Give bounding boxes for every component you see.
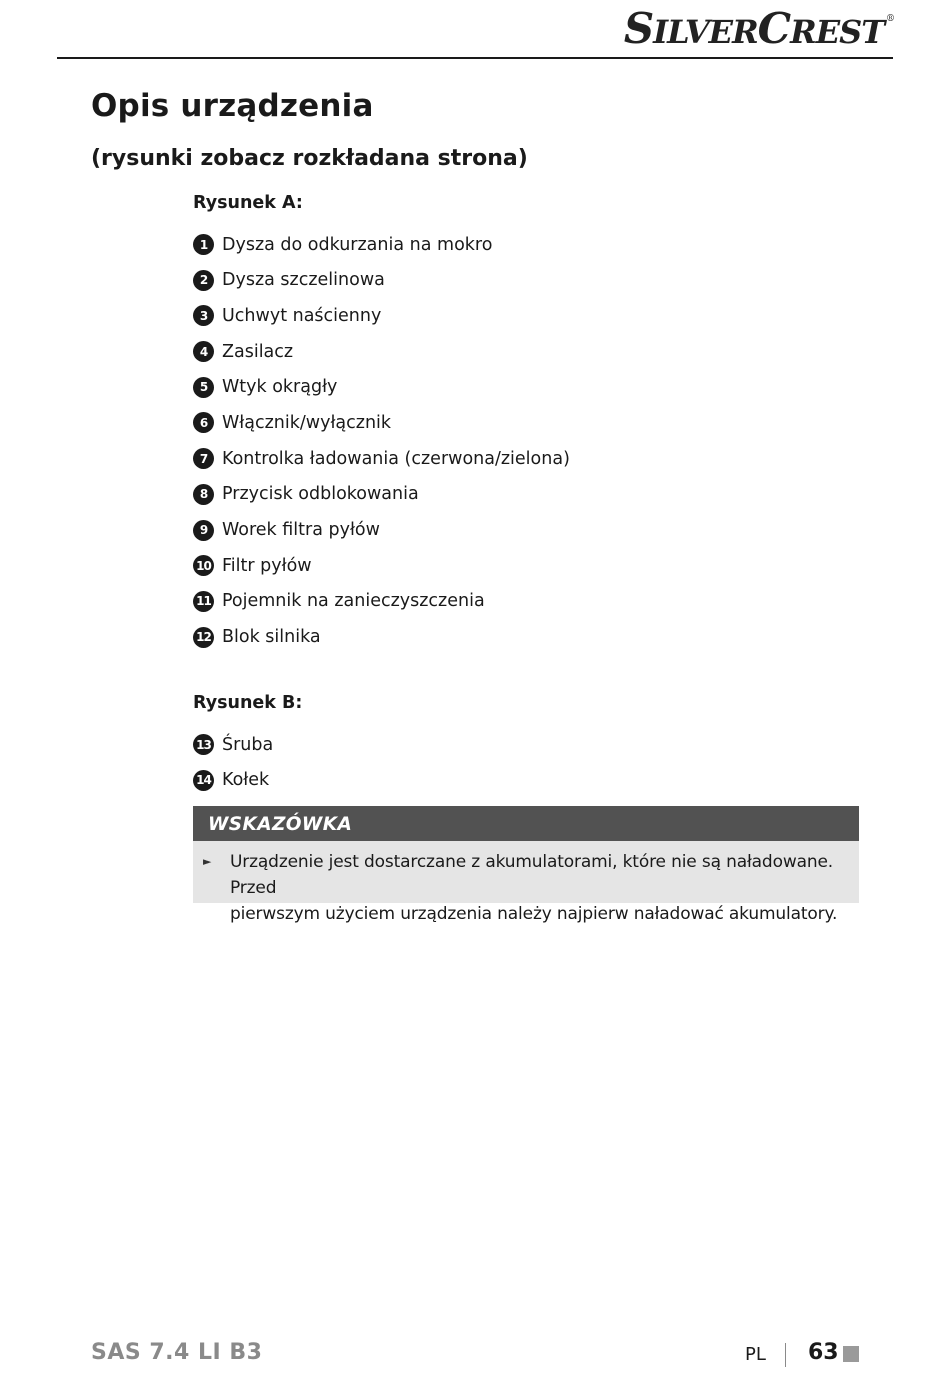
page-subtitle: (rysunki zobacz rozkładana strona) [91, 146, 528, 171]
part-number-badge: 3 [193, 305, 214, 326]
part-label: Dysza do odkurzania na mokro [222, 234, 493, 255]
list-item [193, 584, 570, 620]
part-label: Kontrolka ładowania (czerwona/zielona) [222, 448, 570, 469]
triangle-bullet-icon: ► [203, 855, 212, 868]
part-number-badge: 12 [193, 627, 214, 648]
part-number-badge: 8 [193, 484, 214, 505]
note-text-line: pierwszym użyciem urządzenia należy najpierw naładować akumulatory. [230, 904, 838, 924]
brand-logo-letter: S [623, 4, 654, 53]
part-number-badge: 13 [193, 734, 214, 755]
part-label: Wtyk okrągły [222, 377, 338, 398]
list-item [193, 298, 570, 334]
brand-logo-letters: ILVER [653, 13, 758, 51]
part-number-badge: 10 [193, 555, 214, 576]
list-item [193, 548, 570, 584]
note-box [193, 806, 859, 924]
part-number-badge: 9 [193, 520, 214, 541]
list-item [193, 727, 302, 763]
page-title: Opis urządzenia [91, 88, 374, 124]
part-number-badge: 7 [193, 448, 214, 469]
registered-mark: ® [886, 14, 894, 24]
figure-a-section [193, 191, 570, 655]
part-label: Worek filtra pyłów [222, 520, 380, 541]
footer-language: PL [745, 1344, 766, 1365]
part-number-badge: 14 [193, 770, 214, 791]
part-label: Blok silnika [222, 627, 321, 648]
note-title: WSKAZÓWKA [193, 806, 859, 841]
brand-logo-letters: REST [790, 13, 884, 51]
part-number-badge: 6 [193, 412, 214, 433]
part-number-badge: 1 [193, 234, 214, 255]
figure-b-section [193, 691, 302, 798]
brand-logo [623, 4, 894, 53]
footer-separator [785, 1343, 786, 1367]
figure-b-parts-list [193, 727, 302, 798]
list-item [193, 369, 570, 405]
figure-b-title: Rysunek B: [193, 693, 303, 713]
list-item [193, 762, 302, 798]
part-number-badge: 5 [193, 377, 214, 398]
part-label: Kołek [222, 770, 270, 791]
figure-a-title: Rysunek A: [193, 193, 303, 213]
header-divider [57, 57, 893, 59]
footer-model: SAS 7.4 LI B3 [91, 1340, 263, 1365]
part-label: Włącznik/wyłącznik [222, 412, 392, 433]
list-item [193, 262, 570, 298]
list-item [193, 441, 570, 477]
part-number-badge: 2 [193, 270, 214, 291]
part-label: Zasilacz [222, 341, 294, 362]
list-item [193, 227, 570, 263]
part-label: Uchwyt naścienny [222, 305, 382, 326]
figure-a-parts-list [193, 227, 570, 655]
list-item [193, 512, 570, 548]
list-item [193, 619, 570, 655]
page-number: 63 [808, 1340, 839, 1365]
note-body [193, 841, 859, 927]
part-number-badge: 4 [193, 341, 214, 362]
brand-logo-letter: C [757, 4, 791, 53]
part-label: Śruba [222, 734, 274, 755]
part-label: Filtr pyłów [222, 555, 312, 576]
note-text [230, 849, 849, 927]
list-item [193, 477, 570, 513]
part-number-badge: 11 [193, 591, 214, 612]
list-item [193, 334, 570, 370]
square-marker-icon [843, 1346, 859, 1362]
note-text-line: Urządzenie jest dostarczane z akumulatorami, które nie są naładowane. Przed [230, 852, 834, 898]
part-label: Dysza szczelinowa [222, 270, 385, 291]
part-label: Pojemnik na zanieczyszczenia [222, 591, 485, 612]
part-label: Przycisk odblokowania [222, 484, 419, 505]
list-item [193, 405, 570, 441]
